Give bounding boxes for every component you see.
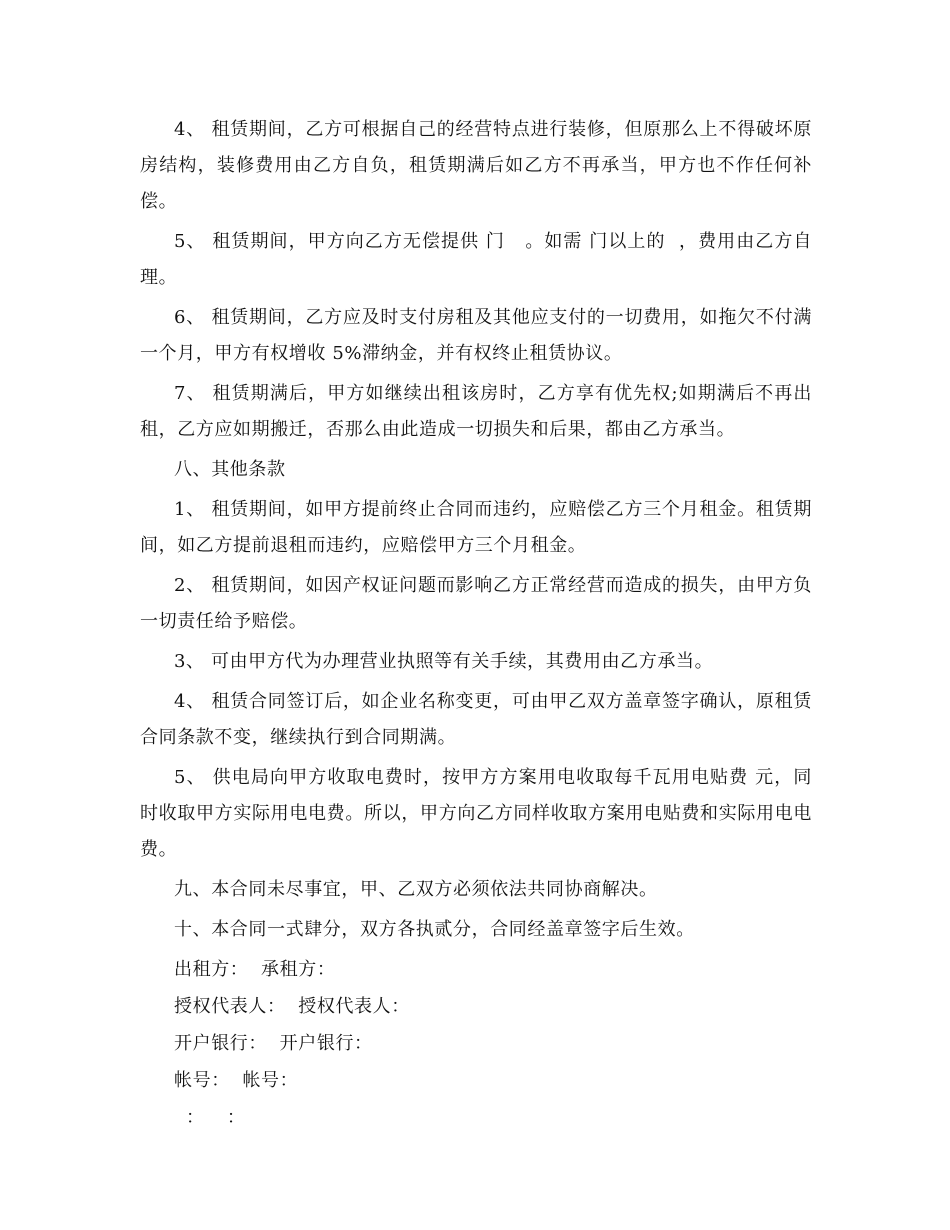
clause-6-payment: 6、 租赁期间，乙方应及时支付房租及其他应支付的一切费用，如拖欠不付满一个月，甲方有权增收 5%滞纳金，并有权终止租赁协议。 bbox=[140, 307, 812, 364]
signature-banks: 开户银行： 开户银行： bbox=[174, 1033, 373, 1054]
signature-representatives: 授权代表人： 授权代表人： bbox=[174, 996, 410, 1017]
document-body bbox=[140, 112, 812, 1136]
other-clause-1: 1、 租赁期间，如甲方提前终止合同而违约，应赔偿乙方三个月租金。租赁期间，如乙方提前退租而违约，应赔偿甲方三个月租金。 bbox=[140, 499, 812, 556]
other-clause-5: 5、 供电局向甲方收取电费时，按甲方方案用电收取每千瓦用电贴费 元，同时收取甲方实际用电电费。所以，甲方向乙方同样收取方案用电贴费和实际用电电费。 bbox=[140, 767, 812, 860]
other-clause-4: 4、 租赁合同签订后，如企业名称变更，可由甲乙双方盖章签字确认，原租赁合同条款不变，继续执行到合同期满。 bbox=[140, 691, 812, 748]
other-clause-3: 3、 可由甲方代为办理营业执照等有关手续，其费用由乙方承当。 bbox=[174, 651, 714, 672]
signature-accounts: 帐号： 帐号： bbox=[174, 1070, 299, 1091]
clause-5-provision: 5、 租赁期间，甲方向乙方无偿提供 门 。如需 门以上的 ，费用由乙方自理。 bbox=[140, 231, 812, 288]
section-9: 九、本合同未尽事宜，甲、乙双方必须依法共同协商解决。 bbox=[174, 879, 658, 900]
section-8-heading: 八、其他条款 bbox=[174, 459, 286, 480]
clause-4-renovation: 4、 租赁期间，乙方可根据自己的经营特点进行装修，但原那么上不得破坏原房结构，装修费用由乙方自负，租赁期满后如乙方不再承当，甲方也不作任何补偿。 bbox=[140, 119, 812, 212]
clause-7-renewal: 7、 租赁期满后，甲方如继续出租该房时，乙方享有优先权;如期满后不再出租，乙方应如期搬迁，否那么由此造成一切损失和后果，都由乙方承当。 bbox=[140, 383, 812, 440]
signature-colons: ： ： bbox=[186, 1107, 245, 1128]
section-10: 十、本合同一式肆分，双方各执贰分，合同经盖章签字后生效。 bbox=[174, 919, 695, 940]
signature-block bbox=[140, 952, 812, 1136]
other-clause-2: 2、 租赁期间，如因产权证问题而影响乙方正常经营而造成的损失，由甲方负一切责任给予赔偿。 bbox=[140, 575, 812, 632]
signature-parties: 出租方： 承租方： bbox=[174, 959, 336, 980]
